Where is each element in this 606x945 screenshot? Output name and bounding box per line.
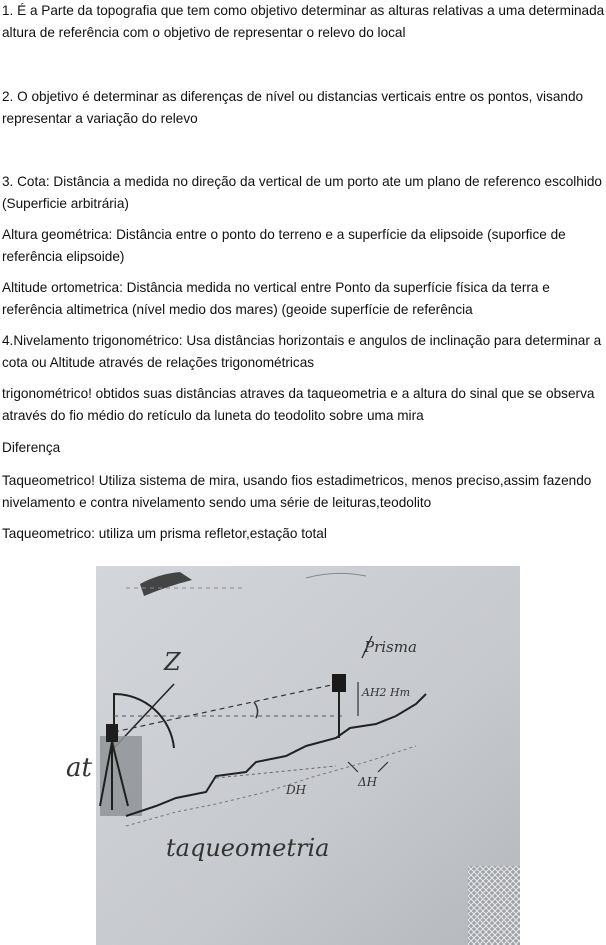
zenith-label: Z [164, 648, 181, 676]
delta-h-label: ΔH [358, 775, 378, 789]
paper-background [96, 566, 520, 945]
prism-label: Prisma [364, 638, 417, 656]
mesh-fence [468, 866, 520, 945]
diagram-drawing [66, 566, 520, 945]
theodolite-body [106, 724, 118, 742]
paragraph-altura-geometrica: Altura geométrica: Distância entre o ponto do terreno e a superfície da elipsoide (suporfice de referência elipsoide) [2, 227, 566, 264]
distance-label: DH [286, 783, 307, 797]
paragraph-2: 2. O objetivo é determinar as diferenças de nível ou distancias verticais entre os pontos, visando representar a variação do relevo [2, 89, 584, 126]
paragraph-taqueometrico-2: Taqueometrico: utiliza um prisma refletor,estação total [2, 526, 327, 541]
prism [332, 674, 346, 692]
paragraph-1: 1. É a Parte da topografia que tem como objetivo determinar as alturas relativas a uma determinada altura de referência com o objetivo de representar o relevo do local [2, 3, 605, 40]
paragraph-3: 3. Cota: Distância a medida no direção da vertical de um porto ate um plano de referenco escolhido (Superficie arbitrária) [2, 174, 602, 211]
paragraph-diferenca: Diferença [2, 440, 61, 455]
caption-label: taqueometria [166, 834, 330, 862]
paragraph-trigonometrico: trigonométrico! obtidos suas distâncias atraves da taqueometria e a altura do sinal que se observa através do fio médio do retículo da luneta do teodolito sobre uma mira [2, 386, 595, 423]
heights-label: AH2 Hm [362, 686, 411, 699]
instrument-height-label: at [66, 753, 92, 783]
paragraph-taqueometrico-1: Taqueometrico! Utiliza sistema de mira, usando fios estadimetricos, menos preciso,assim fazendo nivelamento e contra nivelamento sendo uma série de leituras,teodolito [2, 473, 592, 510]
diagram-photo [66, 566, 520, 945]
paragraph-4: 4.Nivelamento trigonométrico: Usa distâncias horizontais e angulos de inclinação para determinar a cota ou Altitude através de relações trigonométricas [2, 333, 602, 370]
paragraph-altitude-ortometrica: Altitude ortometrica: Distância medida no vertical entre Ponto da superfície física da terra e referência altimetrica (nível medio dos mares) (geoide superfície de referência [2, 280, 550, 317]
